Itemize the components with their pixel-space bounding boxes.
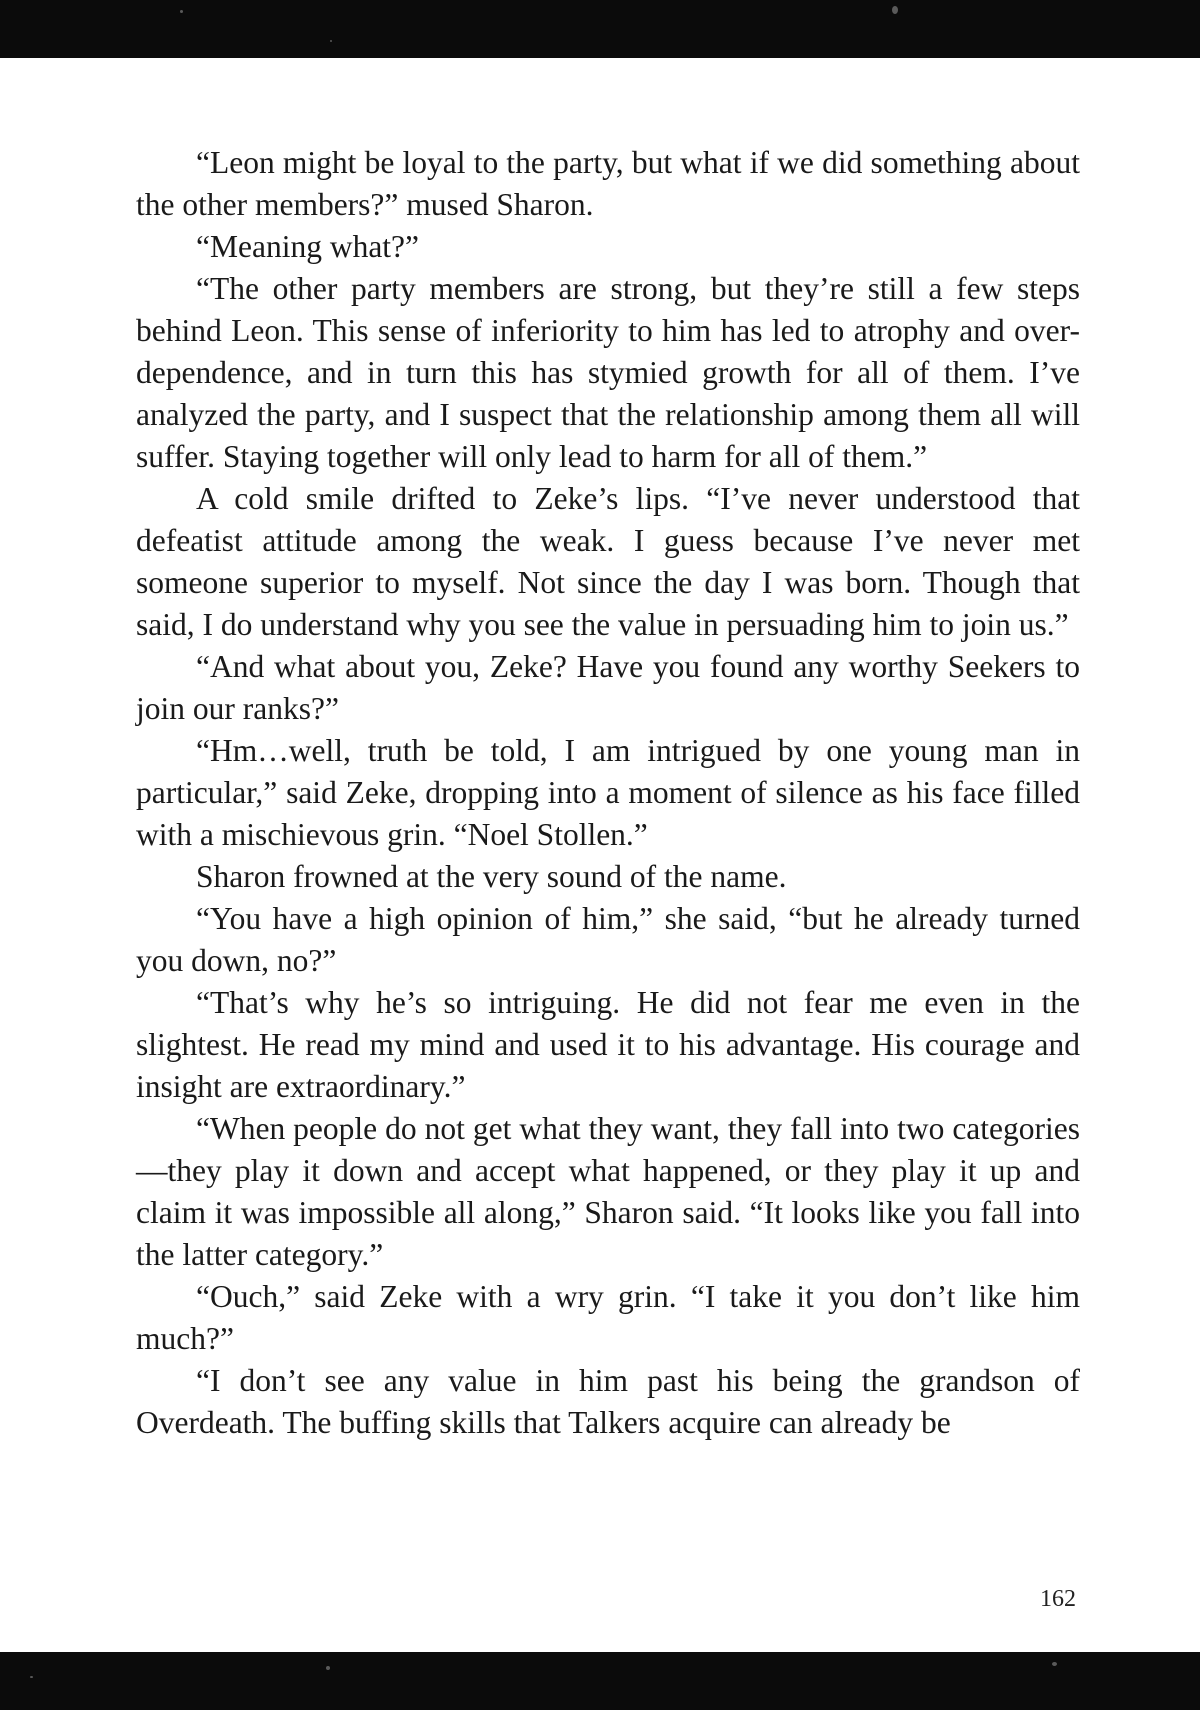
scan-speck xyxy=(1052,1662,1057,1666)
page-number: 162 xyxy=(1040,1586,1076,1612)
paragraph: “Meaning what?” xyxy=(196,229,420,264)
paragraph: A cold smile drifted to Zeke’s lips. “I’ve never understood that defeatist attitude among the weak. I guess because I’ve never met someone superior to myself. Not since the day I was born. Though that said, I do understand why you see the value in persuading him to join us.” xyxy=(136,481,1080,642)
paragraph: “Ouch,” said Zeke with a wry grin. “I take it you don’t like him much?” xyxy=(136,1279,1080,1356)
paragraph: “Hm…well, truth be told, I am intrigued by one young man in particular,” said Zeke, dropping into a moment of silence as his face filled with a mischievous grin. “Noel Stollen.” xyxy=(136,733,1080,852)
bottom-scan-border xyxy=(0,1652,1200,1710)
scan-speck xyxy=(180,10,183,13)
scan-speck xyxy=(30,1676,33,1678)
paragraph: “Leon might be loyal to the party, but what if we did something about the other members?” mused Sharon. xyxy=(136,145,1080,222)
page-body-text xyxy=(136,142,1080,1444)
paragraph: “And what about you, Zeke? Have you found any worthy Seekers to join our ranks?” xyxy=(136,649,1080,726)
paragraph: “That’s why he’s so intriguing. He did not fear me even in the slightest. He read my mind and used it to his advantage. His courage and insight are extraordinary.” xyxy=(136,985,1080,1104)
scan-speck xyxy=(892,6,898,14)
top-scan-border xyxy=(0,0,1200,58)
paragraph: “I don’t see any value in him past his being the grandson of Overdeath. The buffing skills that Talkers acquire can already be xyxy=(136,1363,1080,1440)
scan-speck xyxy=(330,40,332,42)
paragraph: “The other party members are strong, but they’re still a few steps behind Leon. This sense of inferiority to him has led to atrophy and over-dependence, and in turn this has stymied growth for all of them. I’ve analyzed the party, and I suspect that the relationship among them all will suffer. Staying together will only lead to harm for all of them.” xyxy=(136,271,1080,474)
scan-speck xyxy=(326,1666,330,1670)
paragraph: “When people do not get what they want, they fall into two categories—they play it down and accept what happened, or they play it up and claim it was impossible all along,” Sharon said. “It looks like you fall into the latter category.” xyxy=(136,1111,1080,1272)
paragraph: “You have a high opinion of him,” she said, “but he already turned you down, no?” xyxy=(136,901,1080,978)
paragraph: Sharon frowned at the very sound of the name. xyxy=(196,859,787,894)
